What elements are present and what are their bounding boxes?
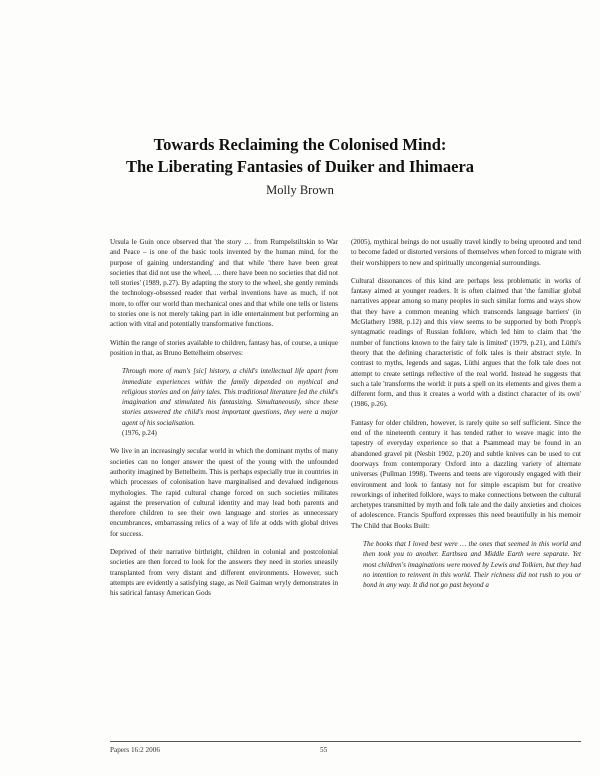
paragraph: Ursula le Guin once observed that 'the story … from Rumpelstiltskin to War and Peace – is one of the basic tools invented by the human mind, for the purpose of gaining understanding' and that while 'there have been great societies that did not use the wheel, … there have been no societies that did not tell stories' (1989, p.27). By adapting the story to the wheel, she gently reminds the technology-obsessed reader that verbal inventions have as much, if not more, to offer our world than mechanical ones and that while one tells or listens to stories one is not merely taking part in idle entertainment but performing an action with vital and potentially transformative functions.: [110, 238, 338, 329]
paragraph: Within the range of stories available to children, fantasy has, of course, a unique position in that, as Bruno Bettelheim observes:: [110, 338, 338, 357]
page-number: 55: [320, 746, 328, 754]
paragraph: Fantasy for older children, however, is rarely quite so self sufficient. Since the end of the nineteenth century it has tended rather to weave magic into the tapestry of everyday experience so that a Psammead may be found in an abandoned gravel pit (Nesbit 1902, p.20) and subtle knives can be used to cut doorways from contemporary Oxford into a dazzling variety of alternate universes (Pullman 1998). Tweens and teens are vigorously engaged with their environment and look to fantasy not for simple escapism but for creative reworkings of inherited folklore, ways to make connections between the cultural archetypes transmitted by myth and folk tale and the daily anxieties and choices of adolescence. Francis Spufford expresses this need beautifully in his memoir The Child that Books Built:: [351, 418, 581, 530]
right-column: [351, 237, 581, 599]
left-column: [110, 237, 338, 607]
quote-citation: (1976, p.24): [122, 429, 157, 438]
page-footer: [110, 741, 581, 754]
paragraph: We live in an increasingly secular world in which the dominant myths of many societies can no longer answer the quest of the young with the unfounded authority imagined by Bettelheim. This is perhaps especially true in countries in which processes of colonisation have marginalised and devalued indigenous mythologies. The rapid cultural change forced on such societies militates against the preservation of cultural identity and may lead both parents and therefore children to see their own language and stories as unnecessary encumbrances, embarrassing relics of a way of life at odds with global drives for success.: [110, 447, 338, 538]
title-line-2: The Liberating Fantasies of Duiker and Ihimaera: [125, 157, 475, 176]
article-title: [40, 134, 560, 178]
author-name: Molly Brown: [266, 183, 334, 197]
paragraph: Cultural dissonances of this kind are perhaps less problematic in works of fantasy aimed at younger readers. It is often claimed that 'the familiar global narratives appear among so many peoples in such similar forms and ways show that they have a common meaning which transcends language barriers' (in McGlathery 1988, p.12) and this view seems to be supported by both Propp's syntagmatic readings of Russian folklore, which led him to claim that 'the number of functions known to the fairy tale is limited' (1979, p.21), and Lüthi's theory that the defining characteristic of folk tales is their abstract style. In contrast to myths, legends and sagas, Lüthi argues that the folk tale does not attempt to create settings reflective of the real world. Instead he suggests that such a tale 'transforms the world: it puts a spell on its elements and gives them a different form, and thus it creates a world with a distinct character of its own' (1986, p.26).: [351, 276, 581, 409]
title-line-1: Towards Reclaiming the Colonised Mind:: [153, 135, 447, 154]
paragraph: (2005), mythical beings do not usually travel kindly to being uprooted and tend to become faded or distorted versions of themselves when forced to migrate with their worshippers to new and spiritually uncongenial surroundings.: [351, 238, 581, 267]
block-quote: [110, 366, 338, 438]
quote-text: The books that I loved best were … the ones that seemed in this world and then took you to another. Earthsea and Middle Earth were separate. Yet most children's imaginations were moved by Lewis and Tolkien, but they had no intention to reinvent in this world. Their richness did not rush to you or bond in any way. It did not go past beyond a: [363, 540, 581, 590]
publication-info: Papers 16:2 2006: [110, 746, 160, 754]
paragraph: Deprived of their narrative birthright, children in colonial and postcolonial societies are then forced to look for the answers they need in stories uneasily transplanted from very distant and different environments. However, such attempts are evidently a satisfying stage, as Neil Gaiman wryly demonstrates in his satirical fantasy American Gods: [110, 548, 338, 598]
block-quote: [351, 539, 581, 590]
quote-text: Through more of man's [sic] history, a child's intellectual life apart from immediate experiences within the family depended on mythical and religious stories and on fairy tales. This traditional literature fed the child's imagination and stimulated his fantasizing. Simultaneously, since these stories answered the child's most important questions, they were a major agent of his socialisation.: [122, 367, 338, 427]
